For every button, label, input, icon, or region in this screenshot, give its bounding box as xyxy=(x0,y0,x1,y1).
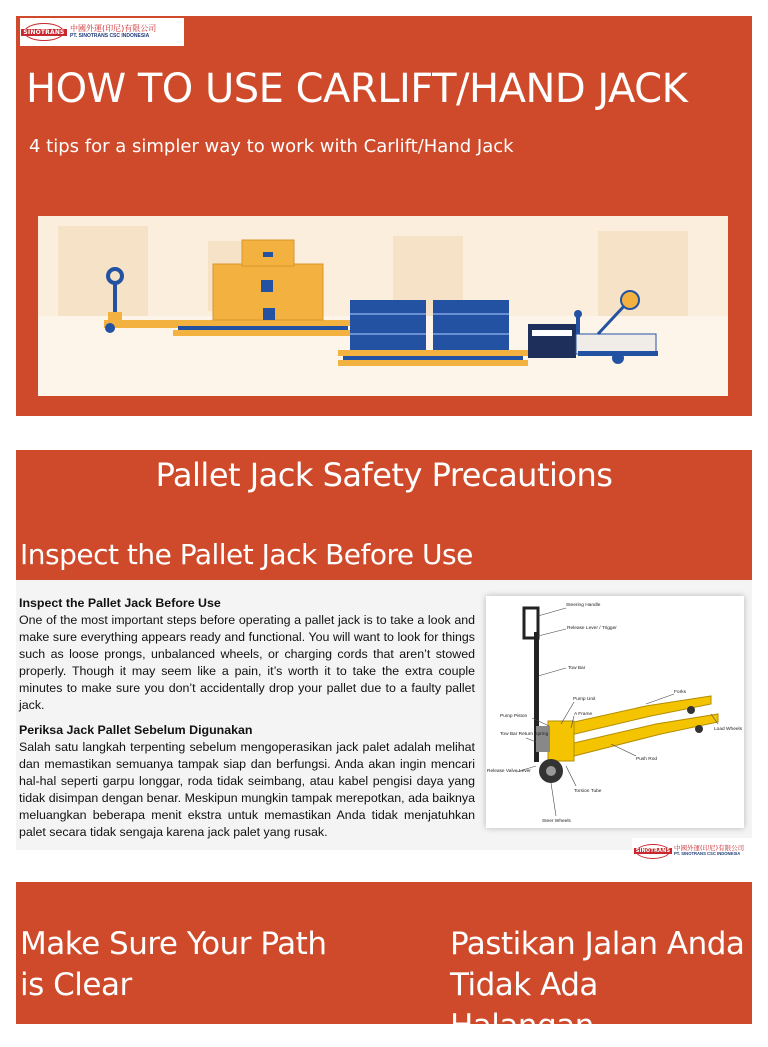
label-load-wheels: Load Wheels xyxy=(714,727,742,732)
company-logo xyxy=(20,18,184,46)
pallet-icon xyxy=(338,350,528,366)
label-steering-handle: Steering Handle xyxy=(566,603,601,608)
path-panel xyxy=(16,882,752,1044)
hero-illustration xyxy=(38,216,728,396)
section-heading: Pallet Jack Safety Precautions xyxy=(155,456,613,494)
inspect-id-text: Salah satu langkah terpenting sebelum mengoperasikan jack palet adalah melihat dan memastikan semuanya tampak siap dan berfungsi. Anda akan ingin mencari hal-hal seperti garpu longgar, roda tidak seimbang, atau kabel pengisi daya yang tidak disimpan dengan benar. Meskipun mungkin tampak merepotkan, ada baiknya meluangkan beberapa menit ekstra untuk memastikan Anda tidak menjatuhkan palet secara tidak sengaja karena jack palet yang rusak. xyxy=(19,740,475,839)
path-heading-id: Pastikan Jalan Anda Tidak Ada Halangan xyxy=(450,926,745,1044)
logo-company-name: PT. SINOTRANS CSC INDONESIA xyxy=(674,851,741,857)
sinotrans-logo-icon: SINOTRANS xyxy=(636,844,670,859)
label-release-lever: Release Lever / Trigger xyxy=(567,626,617,631)
safety-panel xyxy=(16,450,752,580)
pallet-jack-diagram xyxy=(486,596,744,828)
company-logo-footer xyxy=(632,838,764,864)
logo-company-name: PT. SINOTRANS CSC INDONESIA xyxy=(70,32,150,39)
hero-panel xyxy=(16,16,752,416)
label-a-frame: A Frame xyxy=(574,712,593,717)
inspect-id-title: Periksa Jack Pallet Sebelum Digunakan xyxy=(19,723,253,737)
label-torsion-tube: Torsion Tube xyxy=(574,789,602,794)
page-title: HOW TO USE CARLIFT/HAND JACK xyxy=(26,66,688,112)
label-release-valve-lever: Release Valve Lever xyxy=(487,769,531,774)
pallet-jack-parts-icon xyxy=(486,596,744,828)
label-return-spring: Tow Bar Return Spring xyxy=(500,732,549,737)
sinotrans-logo-icon: SINOTRANS xyxy=(24,23,64,41)
page-subtitle: 4 tips for a simpler way to work with Carlift/Hand Jack xyxy=(29,136,514,157)
path-heading-en: Make Sure Your Path is Clear xyxy=(20,926,327,1003)
section-subheading: Inspect the Pallet Jack Before Use xyxy=(20,538,473,571)
logo-chinese-name: 中國外運(印尼)有限公司 xyxy=(674,844,745,853)
label-push-rod: Push Rod xyxy=(636,757,658,762)
label-pump-piston: Pump Piston xyxy=(500,714,528,719)
label-tow-bar: Tow Bar xyxy=(568,666,586,671)
inspect-id-block xyxy=(19,722,475,841)
inspect-en-block xyxy=(19,595,475,714)
label-pump-unit: Pump Unit xyxy=(573,697,596,702)
label-forks: Forks xyxy=(674,690,686,695)
logo-chinese-name: 中國外運(印尼)有限公司 xyxy=(70,23,157,33)
warehouse-illustration xyxy=(38,216,728,396)
inspect-en-text: One of the most important steps before operating a pallet jack is to take a look and make sure everything appears ready and functional. You will want to look for things such as loose prongs, unbalanced wheels, or charging cords that aren’t stowed properly. Though it may seem like a pain, it’s worth it to take the extra couple minutes to make sure you don’t accidentally drop your pallet due to a faulty pallet jack. xyxy=(19,613,475,712)
pallet-icon xyxy=(173,320,353,336)
inspect-en-title: Inspect the Pallet Jack Before Use xyxy=(19,596,221,610)
label-steer-wheels: Steer Wheels xyxy=(542,819,571,824)
